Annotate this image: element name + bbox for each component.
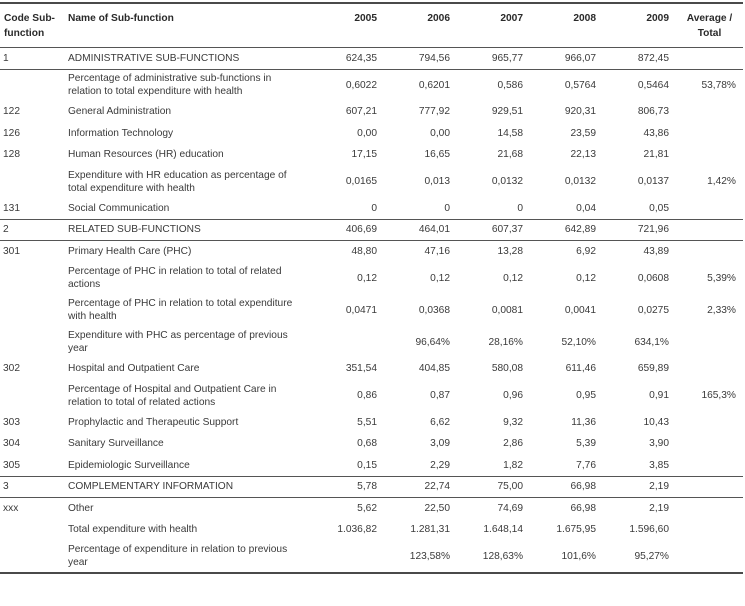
cell-code — [0, 380, 64, 412]
cell-2007: 0,586 — [497, 79, 523, 91]
cell-code — [0, 294, 64, 326]
cell-code — [0, 262, 64, 294]
cell-2006: 0 — [444, 202, 450, 214]
cell-average-total — [676, 455, 743, 477]
cell-name: Social Communication — [68, 202, 170, 214]
cell-2007: 74,69 — [497, 503, 523, 514]
table-row — [0, 262, 743, 294]
cell-2007: 0,12 — [503, 272, 523, 284]
cell-2005: 5,51 — [357, 416, 377, 428]
cell-2007: 28,16% — [488, 336, 523, 348]
table-body — [0, 48, 743, 573]
cell-average-total — [676, 433, 743, 455]
cell-code: xxx — [3, 503, 19, 514]
cell-code: 131 — [3, 202, 20, 214]
cell-2009: 721,96 — [603, 219, 676, 241]
cell-2006: 0,6201 — [418, 79, 450, 91]
cell-average-total — [676, 101, 743, 123]
cell-2006: 0,87 — [430, 390, 450, 401]
cell-average-total — [676, 358, 743, 380]
cell-name: Primary Health Care (PHC) — [68, 246, 192, 257]
cell-code: 122 — [3, 106, 20, 118]
table-row — [0, 455, 743, 477]
cell-2006: 794,56 — [384, 48, 457, 70]
cell-2005: 17,15 — [351, 149, 377, 161]
table-row — [0, 476, 743, 498]
cell-average-total: 2,33% — [707, 304, 736, 316]
cell-code: 1 — [0, 48, 64, 70]
cell-2006: 1.281,31 — [410, 524, 450, 536]
cell-2009: 0,05 — [649, 202, 669, 214]
table-row — [0, 219, 743, 241]
cell-2005: 607,21 — [345, 106, 377, 118]
cell-2005: 0,12 — [357, 272, 377, 284]
table-row — [0, 380, 743, 412]
cell-2009: 2,19 — [649, 503, 669, 514]
table-row — [0, 123, 743, 145]
expenditure-table — [0, 2, 743, 574]
cell-2006: 16,65 — [424, 149, 450, 161]
cell-2009: 872,45 — [603, 48, 676, 70]
cell-name: Percentage of Hospital and Outpatient Care in relation to total of related actions — [68, 383, 277, 408]
cell-name: RELATED SUB-FUNCTIONS — [64, 219, 306, 241]
cell-2009: 0,0608 — [637, 272, 669, 284]
cell-2006: 96,64% — [415, 336, 450, 348]
cell-2006: 3,09 — [430, 438, 450, 450]
cell-code — [0, 519, 64, 541]
cell-2007: 21,68 — [497, 149, 523, 161]
cell-name: Percentage of expenditure in relation to previous year — [68, 544, 288, 568]
cell-2007: 14,58 — [497, 127, 523, 139]
cell-name: Percentage of PHC in relation to total expenditure with health — [68, 298, 293, 322]
cell-2005: 406,69 — [306, 219, 384, 241]
cell-average-total: 53,78% — [701, 79, 736, 91]
cell-2008: 966,07 — [530, 48, 603, 70]
table-row — [0, 433, 743, 455]
cell-2007: 9,32 — [503, 416, 523, 428]
cell-2008: 1.675,95 — [556, 524, 596, 536]
cell-2008: 0,5764 — [564, 79, 596, 91]
cell-average-total — [676, 519, 743, 541]
table-row — [0, 412, 743, 434]
table-row — [0, 326, 743, 358]
cell-2006: 0,12 — [430, 272, 450, 284]
cell-average-total — [676, 241, 743, 263]
cell-2009: 634,1% — [634, 336, 669, 348]
cell-code — [0, 69, 64, 101]
header-2009: 2009 — [646, 13, 669, 24]
cell-2008: 0,95 — [576, 390, 596, 401]
cell-average-total: 5,39% — [707, 272, 736, 284]
cell-2008: 52,10% — [561, 336, 596, 348]
cell-2009: 659,89 — [637, 363, 669, 375]
header-2006: 2006 — [427, 13, 450, 24]
cell-2009: 3,90 — [649, 438, 669, 450]
cell-2008: 0,0041 — [564, 304, 596, 316]
cell-code: 301 — [3, 246, 20, 257]
cell-2007: 580,08 — [491, 363, 523, 375]
cell-2007: 607,37 — [457, 219, 530, 241]
cell-2008: 0,0132 — [564, 176, 596, 187]
cell-2009: 0,5464 — [637, 79, 669, 91]
cell-2008: 642,89 — [530, 219, 603, 241]
cell-2008: 920,31 — [564, 106, 596, 118]
cell-code: 128 — [3, 149, 20, 161]
cell-2008: 611,46 — [565, 363, 596, 375]
cell-name: Percentage of administrative sub-functions in relation to total expenditure with health — [68, 73, 272, 98]
cell-2006: 22,50 — [424, 503, 450, 514]
cell-2008: 6,92 — [576, 246, 596, 257]
cell-name: Information Technology — [68, 127, 174, 139]
cell-2008: 23,59 — [570, 127, 596, 139]
cell-2007: 965,77 — [457, 48, 530, 70]
cell-average-total: 165,3% — [701, 390, 736, 401]
header-name: Name of Sub-function — [68, 13, 174, 24]
cell-average-total — [676, 476, 743, 498]
cell-2006: 22,74 — [384, 476, 457, 498]
cell-name: COMPLEMENTARY INFORMATION — [64, 476, 306, 498]
cell-2005: 0,0165 — [345, 176, 377, 187]
cell-2009: 806,73 — [637, 106, 669, 118]
cell-average-total — [676, 541, 743, 573]
cell-2009: 2,19 — [603, 476, 676, 498]
cell-2005: 5,62 — [357, 503, 377, 514]
cell-2007: 0,0081 — [491, 304, 523, 316]
cell-2005: 351,54 — [345, 363, 377, 375]
table-row — [0, 198, 743, 220]
cell-2007: 929,51 — [491, 106, 523, 118]
cell-2009: 3,85 — [649, 459, 669, 471]
table-row — [0, 241, 743, 263]
cell-2005: 5,78 — [306, 476, 384, 498]
cell-2009: 0,91 — [649, 390, 669, 401]
cell-name: Percentage of PHC in relation to total of related actions — [68, 266, 282, 290]
header-2005: 2005 — [354, 13, 377, 24]
cell-code: 303 — [3, 416, 20, 428]
table-row — [0, 294, 743, 326]
cell-name: Human Resources (HR) education — [68, 149, 224, 161]
cell-2006: 0,0368 — [418, 304, 450, 316]
cell-average-total — [676, 326, 743, 358]
cell-2008: 66,98 — [570, 503, 596, 514]
cell-code — [0, 166, 64, 198]
table-row — [0, 541, 743, 573]
cell-2008: 101,6% — [561, 550, 596, 562]
cell-2009: 0,0137 — [637, 176, 669, 187]
cell-average-total: 1,42% — [707, 176, 736, 187]
table-header — [0, 3, 743, 48]
cell-code — [0, 541, 64, 573]
cell-2007: 1,82 — [503, 459, 523, 471]
cell-2007: 75,00 — [457, 476, 530, 498]
cell-2005: 0 — [371, 202, 377, 214]
cell-2009: 43,89 — [643, 246, 669, 257]
cell-2009: 10,43 — [643, 416, 669, 428]
header-2007: 2007 — [500, 13, 523, 24]
cell-2006: 123,58% — [409, 550, 450, 562]
cell-2005: 624,35 — [306, 48, 384, 70]
cell-average-total — [676, 498, 743, 520]
cell-2007: 13,28 — [497, 246, 523, 257]
cell-2005 — [306, 326, 384, 358]
table-row — [0, 166, 743, 198]
table-row — [0, 101, 743, 123]
cell-code: 3 — [0, 476, 64, 498]
cell-2009: 95,27% — [634, 550, 669, 562]
cell-2005: 0,68 — [357, 438, 377, 450]
cell-2006: 2,29 — [430, 459, 450, 471]
header-2008: 2008 — [573, 13, 596, 24]
cell-2008: 11,36 — [571, 416, 596, 428]
cell-2009: 21,81 — [643, 149, 669, 161]
cell-code: 126 — [3, 127, 20, 139]
cell-2005: 48,80 — [351, 246, 377, 257]
cell-name: Total expenditure with health — [68, 524, 198, 536]
cell-2007: 0 — [517, 202, 523, 214]
cell-2005: 0,6022 — [345, 79, 377, 91]
cell-code: 302 — [3, 363, 20, 375]
table-row — [0, 69, 743, 101]
cell-2006: 0,00 — [430, 127, 450, 139]
table-row — [0, 498, 743, 520]
cell-name: Sanitary Surveillance — [68, 438, 164, 450]
cell-2006: 0,013 — [424, 176, 450, 187]
cell-2006: 404,85 — [418, 363, 450, 375]
cell-average-total — [676, 198, 743, 220]
cell-name: Hospital and Outpatient Care — [68, 363, 200, 375]
cell-average-total — [676, 144, 743, 166]
cell-2006: 777,92 — [418, 106, 450, 118]
cell-2009: 0,0275 — [637, 304, 669, 316]
cell-average-total — [676, 48, 743, 70]
cell-name: ADMINISTRATIVE SUB-FUNCTIONS — [64, 48, 306, 70]
cell-2005: 1.036,82 — [337, 524, 377, 536]
cell-code: 305 — [3, 459, 20, 471]
cell-average-total — [676, 219, 743, 241]
cell-name: Expenditure with PHC as percentage of previous year — [68, 330, 288, 354]
cell-average-total — [676, 123, 743, 145]
cell-2008: 7,76 — [576, 459, 596, 471]
table-row — [0, 144, 743, 166]
cell-2007: 0,0132 — [491, 176, 523, 187]
table-row — [0, 519, 743, 541]
cell-2005: 0,0471 — [345, 304, 377, 316]
cell-2008: 5,39 — [576, 438, 596, 450]
cell-name: Prophylactic and Therapeutic Support — [68, 416, 239, 428]
cell-code: 2 — [0, 219, 64, 241]
header-code: Code Sub-function — [4, 13, 55, 39]
cell-average-total — [676, 412, 743, 434]
table-row — [0, 358, 743, 380]
cell-2008: 22,13 — [570, 149, 596, 161]
cell-code — [0, 326, 64, 358]
cell-name: Other — [68, 503, 94, 514]
cell-2006: 47,16 — [424, 246, 450, 257]
cell-2006: 6,62 — [430, 416, 450, 428]
cell-code: 304 — [3, 438, 20, 450]
cell-2008: 0,12 — [576, 272, 596, 284]
cell-2005: 0,86 — [357, 390, 377, 401]
cell-name: General Administration — [68, 106, 172, 118]
cell-2007: 128,63% — [482, 550, 523, 562]
cell-2006: 464,01 — [384, 219, 457, 241]
cell-2005 — [306, 541, 384, 573]
cell-2007: 1.648,14 — [483, 524, 523, 536]
cell-2007: 0,96 — [503, 390, 523, 401]
cell-2007: 2,86 — [503, 438, 523, 450]
cell-2009: 1.596,60 — [629, 524, 669, 536]
header-average-total: Average / Total — [686, 13, 733, 39]
cell-name: Epidemiologic Surveillance — [68, 459, 190, 471]
table-row — [0, 48, 743, 70]
cell-2009: 43,86 — [643, 127, 669, 139]
cell-name: Expenditure with HR education as percentage of total expenditure with health — [68, 169, 287, 194]
cell-2005: 0,00 — [357, 127, 377, 139]
cell-2008: 0,04 — [576, 202, 596, 214]
cell-2005: 0,15 — [357, 459, 377, 471]
cell-2008: 66,98 — [530, 476, 603, 498]
